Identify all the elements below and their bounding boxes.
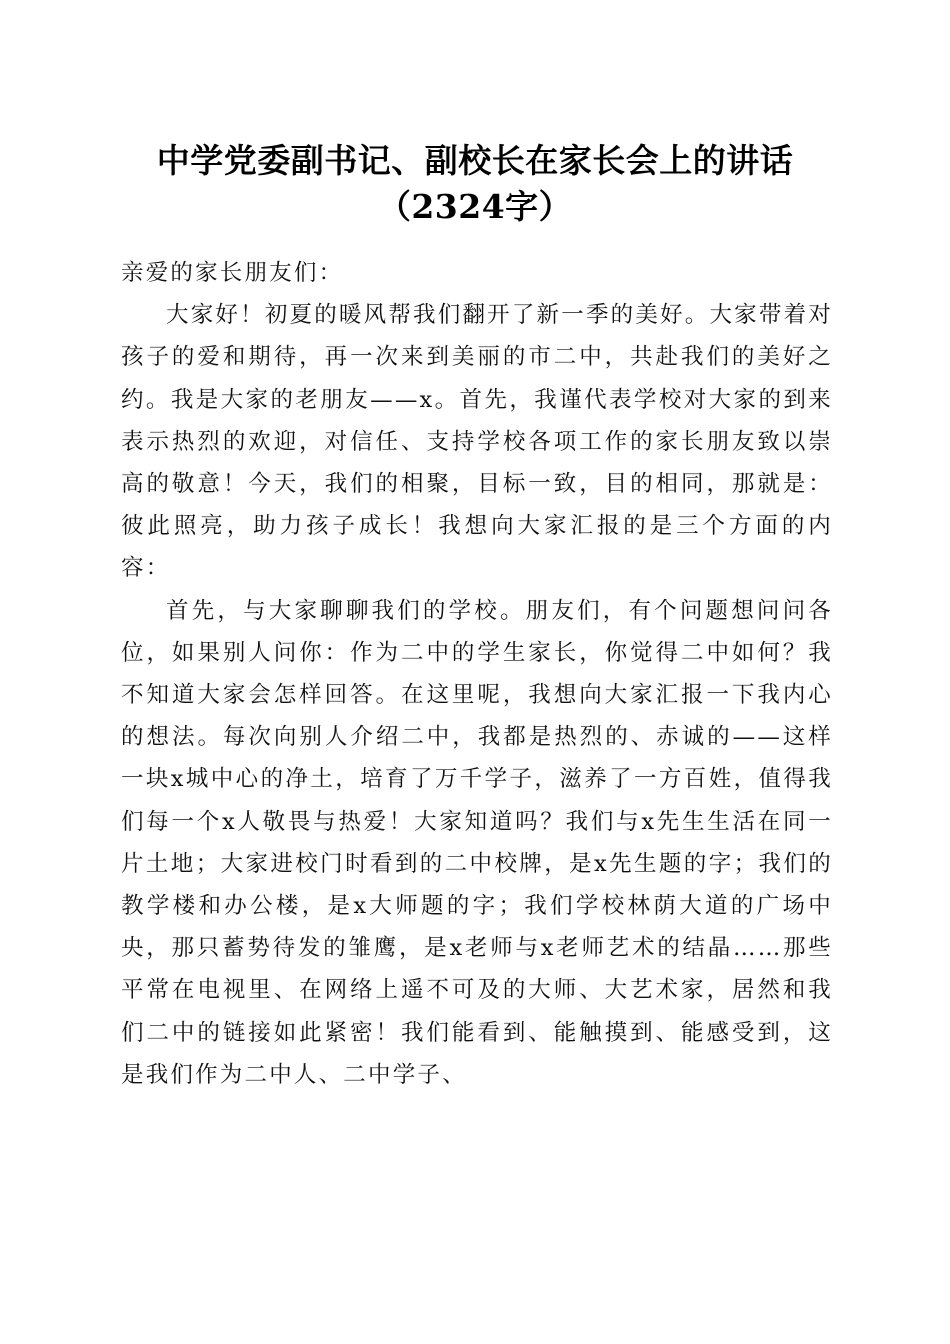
document-body	[121, 252, 833, 1096]
salutation: 亲爱的家长朋友们：	[121, 260, 344, 286]
paragraph-school: 首先，与大家聊聊我们的学校。朋友们，有个问题想问问各位，如果别人问你：作为二中的学生家长，你觉得二中如何？我不知道大家会怎样回答。在这里呢，我想向大家汇报一下我内心的想法。每次向别人介绍二中，我都是热烈的、赤诚的——这样一块x城中心的净土，培育了万千学子，滋养了一方百姓，值得我们每一个x人敬畏与热爱！大家知道吗？我们与x先生生活在同一片土地；大家进校门时看到的二中校牌，是x先生题的字；我们的教学楼和办公楼，是x大师题的字；我们学校林荫大道的广场中央，那只蓄势待发的雏鹰，是x老师与x老师艺术的结晶……那些平常在电视里、在网络上遥不可及的大师、大艺术家，居然和我们二中的链接如此紧密！我们能看到、能触摸到、能感受到，这是我们作为二中人、二中学子、	[121, 597, 833, 1088]
document-title	[0, 138, 950, 230]
title-main: 中学党委副书记、副校长在家长会上的讲话	[156, 141, 794, 180]
title-word-count: （2324字）	[377, 187, 573, 226]
paragraph-opening: 大家好！初夏的暖风帮我们翻开了新一季的美好。大家带着对孩子的爱和期待，再一次来到美丽的市二中，共赴我们的美好之约。我是大家的老朋友——x。首先，我谨代表学校对大家的到来表示热烈的欢迎，对信任、支持学校各项工作的家长朋友致以崇高的敬意！今天，我们的相聚，目标一致，目的相同，那就是：彼此照亮，助力孩子成长！我想向大家汇报的是三个方面的内容：	[121, 302, 833, 582]
